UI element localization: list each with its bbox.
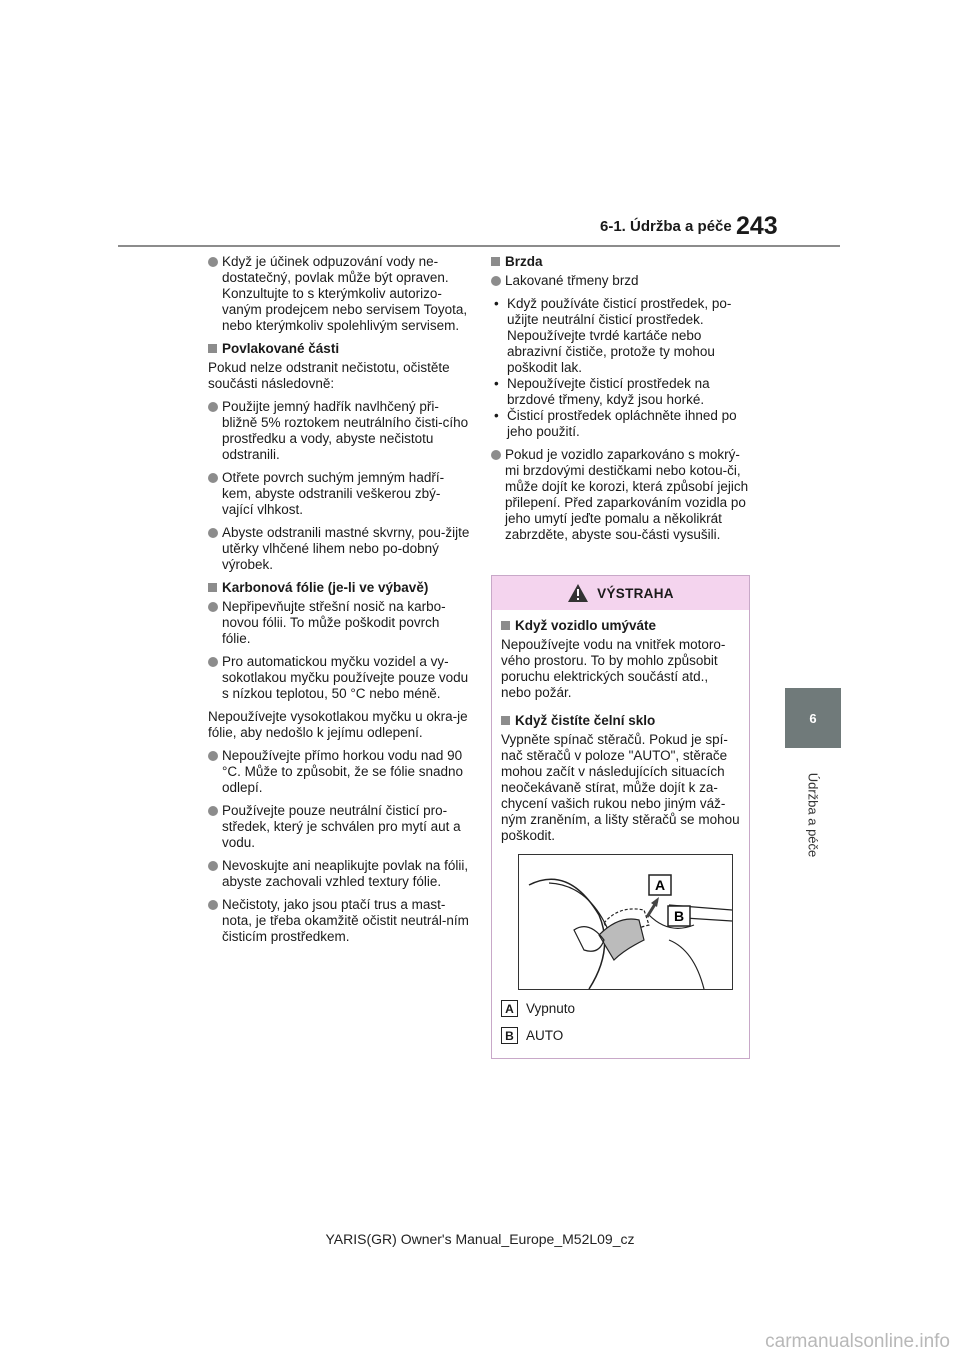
legend-key-a: A [501,1000,518,1017]
bullet-dot-icon [208,900,218,910]
bullet-dot-icon [208,657,218,667]
paragraph: Pokud nelze odstranit nečistotu, očistěte součásti následovně: [208,360,450,391]
bullet-text: Nevoskujte ani neaplikujte povlak na fólii, abyste zachovali vzhled textury fólie. [222,858,469,889]
bullet-item [208,470,470,518]
legend-item-b [501,1027,741,1044]
paragraph: Nepoužívejte vysokotlakou myčku u okra-je fólie, aby nedošlo k jejímu odlepení. [208,709,468,740]
bullet-dot-icon [208,602,218,612]
warning-header [492,576,749,610]
dash-bullet-icon: • [494,408,499,423]
bullet-text: Když je účinek odpuzování vody ne-dostatečný, povlak může být opraven. Konzultujte to s kterýmkoliv autorizo-vaným prodejcem nebo servisem Toyota, nebo kterýmkoliv spolehlivým servisem. [222,254,468,333]
bullet-dot-icon [491,450,501,460]
bullet-item [208,525,470,573]
bullet-item [491,273,753,289]
left-column [208,254,470,952]
square-bullet-icon [501,716,510,725]
warning-title: VÝSTRAHA [597,585,674,601]
square-bullet-icon [501,621,510,630]
warning-text-windshield: Vypněte spínač stěračů. Pokud je spí-nač stěračů v poloze "AUTO", stěrače mohou začít v následujících situacích neočekávaně stírat, může dojít k za-chycení vašich rukou nebo jiným váž-ným zraněním, a lišty stěračů se mohou poškodit. [501,732,740,843]
dash-bullet-icon: • [494,296,499,311]
bullet-text: Pro automatickou myčku vozidel a vy-sokotlakou myčku používejte pouze vodu s nízkou teplotou, 50 °C nebo méně. [222,654,469,701]
legend-key-b: B [501,1027,518,1044]
dash-item [491,296,753,376]
figure-label-a: A [654,877,666,893]
section-heading [491,254,753,270]
bullet-dot-icon [491,276,501,286]
dash-item [491,408,753,440]
section-heading-text: Karbonová fólie (je-li ve výbavě) [222,580,429,595]
legend-text-b: AUTO [526,1027,564,1043]
section-heading-text: Brzda [505,254,543,269]
watermark: carmanualsonline.info [765,1331,950,1352]
square-bullet-icon [491,257,500,266]
wiper-switch-illustration [518,854,733,990]
bullet-text: Použijte jemný hadřík navlhčený při-bližně 5% roztokem neutrálního čisti-cího prostředku a vody, abyste nečistotu odstranili. [222,399,469,462]
bullet-text: Nepřipevňujte střešní nosič na karbo-novou fólii. To může poškodit povrch fólie. [222,599,446,646]
bullet-item [208,748,470,796]
bullet-item [491,447,753,543]
warning-body [492,610,749,1044]
warning-heading-washing: Když vozidlo umýváte [501,618,741,634]
warning-text-washing: Nepoužívejte vodu na vnitřek motoro-vého prostoru. To by mohlo způsobit poruchu elektrických součástí atd., nebo požár. [501,637,726,700]
bullet-dot-icon [208,402,218,412]
square-bullet-icon [208,583,217,592]
dash-bullet-icon: • [494,376,499,391]
legend-item-a [501,1000,741,1017]
chapter-side-title: Údržba a péče [805,772,821,858]
bullet-text: Nepoužívejte přímo horkou vodu nad 90 °C. Může to způsobit, že se fólie snadno odlepí. [222,748,464,795]
section-heading-text: Povlakované části [222,341,340,356]
bullet-dot-icon [208,806,218,816]
bullet-dot-icon [208,528,218,538]
section-title: 6-1. Údržba a péče [600,218,732,235]
section-heading [208,580,470,596]
bullet-item [208,399,470,463]
page-footer: YARIS(GR) Owner's Manual_Europe_M52L09_cz [325,1231,635,1247]
dash-item-text: Čisticí prostředek opláchněte ihned po jeho použití. [507,408,737,439]
bullet-text: Otřete povrch suchým jemným hadří-kem, abyste odstranili veškerou zbý-vající vlhkost. [222,470,445,517]
legend-text-a: Vypnuto [526,1000,576,1016]
bullet-text: Pokud je vozidlo zaparkováno s mokrý-mi brzdovými destičkami nebo kotou-či, může dojít ke korozi, která způsobí jejich přilepení. Před zaparkováním vozidla po jeho umytí jeďte pomalu a několikrát zabrzděte, abyste sou-části vysušili. [505,447,749,542]
bullet-item [208,803,470,851]
dash-item-text: Když používáte čisticí prostředek, po-užijte neutrální čisticí prostředek. Nepoužívejte tvrdé kartáče nebo abrazivní čističe, protože ty mohou poškodit lak. [507,296,732,375]
bullet-text: Používejte pouze neutrální čisticí pro-středek, který je schválen pro mytí aut a vodu. [222,803,461,850]
bullet-dot-icon [208,861,218,871]
bullet-item [208,599,470,647]
bullet-dot-icon [208,473,218,483]
bullet-item [208,254,470,334]
figure-label-b: B [673,908,685,924]
bullet-dot-icon [208,257,218,267]
right-column [491,254,753,550]
bullet-text: Abyste odstranili mastné skvrny, pou-žijte utěrky vlhčené lihem nebo po-dobný výrobek. [222,525,470,572]
bullet-text: Nečistoty, jako jsou ptačí trus a mast-nota, je třeba okamžitě očistit neutrál-ním čisticím prostředkem. [222,897,469,944]
dash-item-text: Nepoužívejte čisticí prostředek na brzdové třmeny, když jsou horké. [507,376,710,407]
dash-item [491,376,753,408]
bullet-item [208,858,470,890]
bullet-text: Lakované třmeny brzd [505,273,639,288]
section-heading [208,341,470,357]
bullet-item [208,654,470,702]
warning-heading-windshield: Když čistíte čelní sklo [501,713,741,729]
bullet-dot-icon [208,751,218,761]
header-rule [118,245,840,247]
square-bullet-icon [208,344,217,353]
warning-triangle-icon [567,583,589,603]
page-number: 243 [736,212,778,240]
chapter-tab: 6 [785,688,841,748]
bullet-item [208,897,470,945]
dash-list [491,296,753,440]
warning-box [491,575,750,1059]
